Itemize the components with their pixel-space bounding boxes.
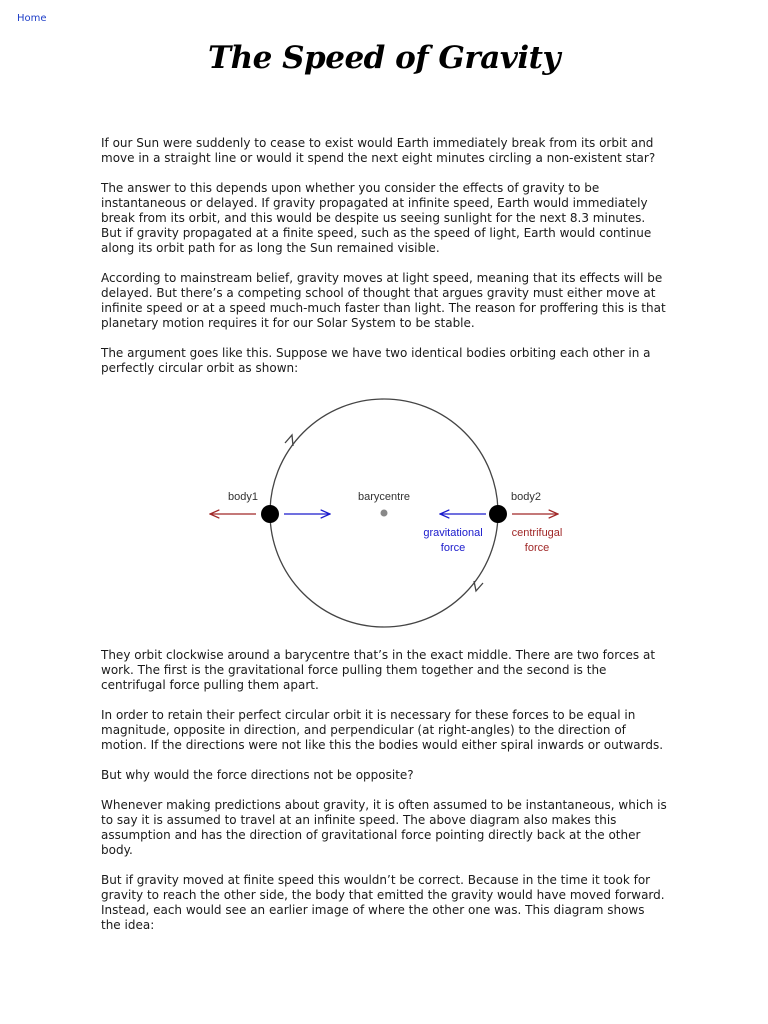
paragraph: But if gravity moved at finite speed this wouldn’t be correct. Because in the time it took for gravity to reach the other side, the body that emitted the gravity would have moved forward. Instead, each would see an earlier image of where the other one was. This diagram shows the idea: — [101, 873, 665, 932]
barycentre-label: barycentre — [358, 491, 410, 503]
intro-text — [101, 136, 667, 376]
gravitational-label-force: force — [440, 542, 466, 554]
paragraph: Whenever making predictions about gravity, it is often assumed to be instantaneous, which is to say it is assumed to travel at an infinite speed. The above diagram also makes this assumption and has the direction of gravitational force pointing directly back at the other body. — [101, 798, 667, 857]
gravitational-label: gravitational — [423, 527, 483, 539]
paragraph: If our Sun were suddenly to cease to exist would Earth immediately break from its orbit and move in a straight line or would it spend the next eight minutes circling a non-existent star? — [101, 136, 656, 165]
home-link[interactable]: Home — [17, 13, 47, 24]
orbit-direction-arrow-icon — [474, 581, 483, 591]
paragraph: In order to retain their perfect circular orbit it is necessary for these forces to be equal in magnitude, opposite in direction, and perpendicular (at right-angles) to the direction of motion. If the directions were not like this the bodies would either spiral inwards or outwards. — [101, 708, 664, 752]
paragraph: The answer to this depends upon whether you consider the effects of gravity to be instantaneous or delayed. If gravity propagated at infinite speed, Earth would immediately break from its orbit, and this would be despite us seeing sunlight for the next 8.3 minutes. But if gravity propagated at a finite speed, such as the speed of light, Earth would continue along its orbit path for as long the Sun remained visible. — [101, 181, 652, 255]
page-title: The Speed of Gravity — [208, 40, 560, 76]
body1-dot — [261, 505, 279, 523]
paragraph: They orbit clockwise around a barycentre that’s in the exact middle. There are two forces at work. The first is the gravitational force pulling them together and the second is the centrifugal force pulling them apart. — [101, 648, 656, 692]
paragraph: But why would the force directions not be opposite? — [101, 768, 414, 782]
orbit-direction-arrow-icon — [285, 435, 293, 446]
centrifugal-label: centrifugal — [511, 527, 563, 539]
body1-label: body1 — [228, 491, 258, 503]
paragraph: According to mainstream belief, gravity moves at light speed, meaning that its effects will be delayed. But there’s a competing school of thought that argues gravity must either move at infinite speed or at a speed much-much faster than light. The reason for proffering this is that planetary motion requires it for our Solar System to be stable. — [101, 271, 666, 330]
orbit-diagram-svg — [190, 386, 590, 636]
body2-label: body2 — [511, 491, 541, 503]
paragraph: The argument goes like this. Suppose we have two identical bodies orbiting each other in a perfectly circular orbit as shown: — [101, 346, 651, 375]
explanation-text — [101, 648, 667, 933]
centrifugal-label-force: force — [524, 542, 550, 554]
body2-dot — [489, 505, 507, 523]
orbit-diagram — [190, 386, 590, 636]
barycentre-dot — [381, 510, 388, 517]
